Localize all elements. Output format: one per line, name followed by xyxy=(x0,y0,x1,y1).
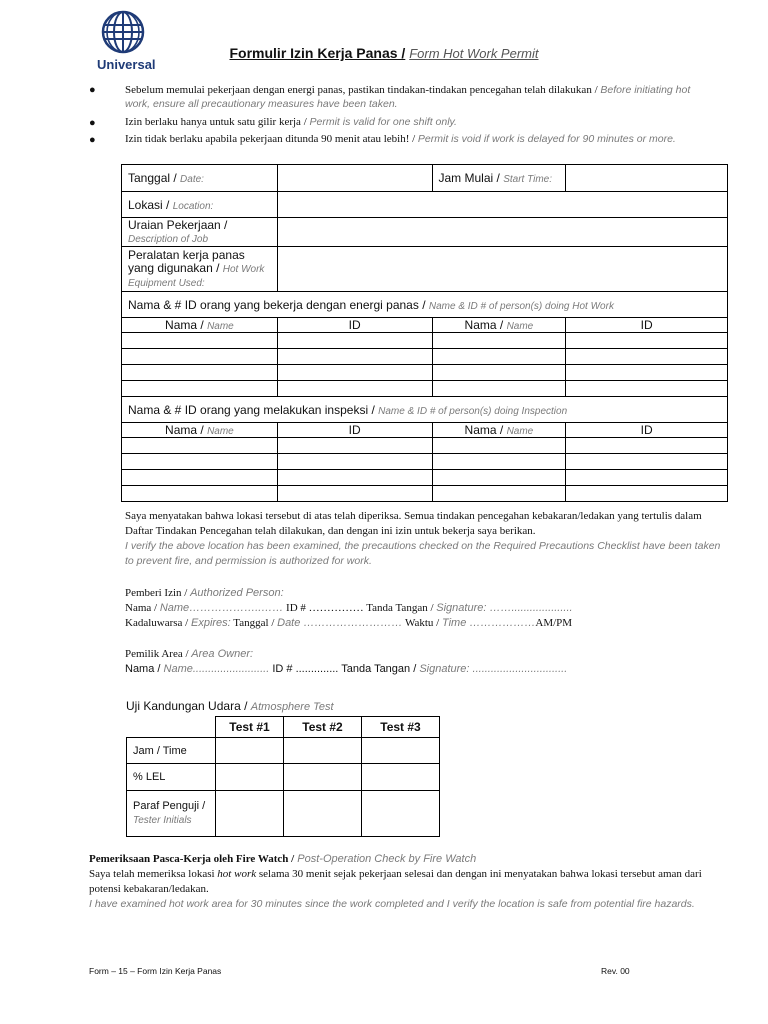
id-cell[interactable] xyxy=(566,333,728,349)
id-cell[interactable] xyxy=(277,438,432,454)
id-cell[interactable] xyxy=(566,486,728,502)
id-cell[interactable] xyxy=(566,349,728,365)
table-row xyxy=(122,333,728,349)
test-cell[interactable] xyxy=(284,791,362,837)
owner-name-line[interactable]: Nama / Name......................... ID # .............. Tanda Tangan / Signature: ............................... xyxy=(125,663,568,675)
col-name-header: Nama / Name xyxy=(122,318,278,333)
equipment-field[interactable] xyxy=(277,247,727,292)
post-operation-en-text: I have examined hot work area for 30 minutes since the work completed and I verify the location is safe from potential fire hazards. xyxy=(89,898,695,910)
table-row xyxy=(122,438,728,454)
id-cell[interactable] xyxy=(277,365,432,381)
time-row-label: Jam / Time xyxy=(127,738,216,764)
date-label: Tanggal / Date: xyxy=(122,165,278,192)
id-cell[interactable] xyxy=(277,381,432,397)
declaration xyxy=(125,509,725,569)
atmosphere-test-table xyxy=(126,716,440,837)
name-cell[interactable] xyxy=(432,365,566,381)
brand-name: Universal xyxy=(97,57,156,72)
table-row xyxy=(122,365,728,381)
id-cell[interactable] xyxy=(566,470,728,486)
page-title xyxy=(0,45,768,61)
job-description-label: Uraian Pekerjaan / Description of Job xyxy=(122,218,278,247)
initials-row-label: Paraf Penguji / Tester Initials xyxy=(127,791,216,837)
empty-corner xyxy=(127,717,216,738)
table-row xyxy=(122,470,728,486)
post-operation-heading: Pemeriksaan Pasca-Kerja oleh Fire Watch / Post-Operation Check by Fire Watch xyxy=(89,853,477,865)
declaration-id: Saya menyatakan bahwa lokasi tersebut di atas telah diperiksa. Semua tindakan pencegahan kebakaran/ledakan yang tertulis dalam Daftar Tindakan Pencegahan telah dilakukan, dan dengan ini izin untuk bekerja saya berikan. xyxy=(125,510,702,537)
table-row xyxy=(122,486,728,502)
title-id: Formulir Izin Kerja Panas / xyxy=(229,45,406,61)
inspection-persons-heading: Nama & # ID orang yang melakukan inspeksi / Name & ID # of person(s) doing Inspection xyxy=(122,397,728,423)
post-operation-id-text: Saya telah memeriksa lokasi hot work selama 30 menit sejak pekerjaan selesai dan dengan ini menyatakan bahwa lokasi tersebut aman dari potensi kebakaran/ledakan. xyxy=(89,868,702,895)
test-2-header: Test #2 xyxy=(284,717,362,738)
id-cell[interactable] xyxy=(277,454,432,470)
declaration-en: I verify the above location has been examined, the precautions checked on the Required Precautions Checklist have been taken to prevent fire, and permission is authorized for work. xyxy=(125,540,721,567)
test-cell[interactable] xyxy=(216,791,284,837)
name-cell[interactable] xyxy=(432,438,566,454)
post-operation-section xyxy=(89,852,719,912)
authorized-expiry-line[interactable]: Kadaluwarsa / Expires: Tanggal / Date ……………………… Waktu / Time ………………AM/PM xyxy=(125,617,573,629)
col-name-header: Nama / Name xyxy=(122,423,278,438)
lel-row-label: % LEL xyxy=(127,764,216,791)
owner-heading: Pemilik Area / Area Owner: xyxy=(125,648,254,660)
authorized-person-section xyxy=(125,586,725,631)
bullet-3: Izin tidak berlaku apabila pekerjaan ditunda 90 menit atau lebih! / Permit is void if work is delayed for 90 minutes or more. xyxy=(125,133,676,145)
name-cell[interactable] xyxy=(122,365,278,381)
table-row xyxy=(122,454,728,470)
atmosphere-heading: Uji Kandungan Udara / Atmosphere Test xyxy=(126,699,334,713)
start-time-label: Jam Mulai / Start Time: xyxy=(432,165,566,192)
job-description-field[interactable] xyxy=(277,218,727,247)
id-cell[interactable] xyxy=(277,349,432,365)
col-name-header: Nama / Name xyxy=(432,423,566,438)
footer-revision: Rev. 00 xyxy=(601,966,630,976)
title-en: Form Hot Work Permit xyxy=(409,46,539,61)
bullet-2: Izin berlaku hanya untuk satu gilir kerja / Permit is valid for one shift only. xyxy=(125,116,457,128)
test-3-header: Test #3 xyxy=(362,717,440,738)
table-row xyxy=(122,349,728,365)
table-row xyxy=(122,381,728,397)
permit-form-table xyxy=(121,164,728,502)
col-name-header: Nama / Name xyxy=(432,318,566,333)
name-cell[interactable] xyxy=(122,486,278,502)
bullet-icon: ● xyxy=(89,117,96,129)
authorized-heading: Pemberi Izin / Authorized Person: xyxy=(125,587,284,599)
name-cell[interactable] xyxy=(122,349,278,365)
col-id-header: ID xyxy=(566,318,728,333)
start-time-field[interactable] xyxy=(566,165,728,192)
test-1-header: Test #1 xyxy=(216,717,284,738)
name-cell[interactable] xyxy=(122,470,278,486)
area-owner-section xyxy=(125,647,725,677)
test-cell[interactable] xyxy=(362,791,440,837)
name-cell[interactable] xyxy=(432,486,566,502)
id-cell[interactable] xyxy=(277,470,432,486)
id-cell[interactable] xyxy=(566,381,728,397)
bullet-icon: ● xyxy=(89,84,96,96)
name-cell[interactable] xyxy=(122,454,278,470)
test-cell[interactable] xyxy=(362,764,440,791)
name-cell[interactable] xyxy=(122,333,278,349)
test-cell[interactable] xyxy=(216,738,284,764)
location-field[interactable] xyxy=(277,192,727,218)
name-cell[interactable] xyxy=(122,381,278,397)
col-id-header: ID xyxy=(277,318,432,333)
bullet-icon: ● xyxy=(89,134,96,146)
bullet-1: Sebelum memulai pekerjaan dengan energi panas, pastikan tindakan-tindakan pencegahan telah dilakukan / Before initiating hot work, ensure all precautionary measures have been taken. xyxy=(125,84,691,110)
test-cell[interactable] xyxy=(216,764,284,791)
name-cell[interactable] xyxy=(122,438,278,454)
date-field[interactable] xyxy=(277,165,432,192)
name-cell[interactable] xyxy=(432,349,566,365)
test-cell[interactable] xyxy=(284,764,362,791)
id-cell[interactable] xyxy=(277,333,432,349)
company-logo xyxy=(97,10,165,72)
footer-form-number: Form – 15 – Form Izin Kerja Panas xyxy=(89,966,222,976)
location-label: Lokasi / Location: xyxy=(122,192,278,218)
test-cell[interactable] xyxy=(362,738,440,764)
authorized-name-line[interactable]: Nama / Name………………..…… ID # …………… Tanda Tangan / Signature: …….................... xyxy=(125,602,573,614)
name-cell[interactable] xyxy=(432,454,566,470)
equipment-label: Peralatan kerja panas yang digunakan / Hot Work Equipment Used: xyxy=(122,247,278,292)
name-cell[interactable] xyxy=(432,381,566,397)
id-cell[interactable] xyxy=(566,438,728,454)
test-cell[interactable] xyxy=(284,738,362,764)
col-id-header: ID xyxy=(566,423,728,438)
hot-work-persons-heading: Nama & # ID orang yang bekerja dengan energi panas / Name & ID # of person(s) doing Hot Work xyxy=(122,292,728,318)
name-cell[interactable] xyxy=(432,470,566,486)
name-cell[interactable] xyxy=(432,333,566,349)
col-id-header: ID xyxy=(277,423,432,438)
id-cell[interactable] xyxy=(566,454,728,470)
id-cell[interactable] xyxy=(566,365,728,381)
id-cell[interactable] xyxy=(277,486,432,502)
